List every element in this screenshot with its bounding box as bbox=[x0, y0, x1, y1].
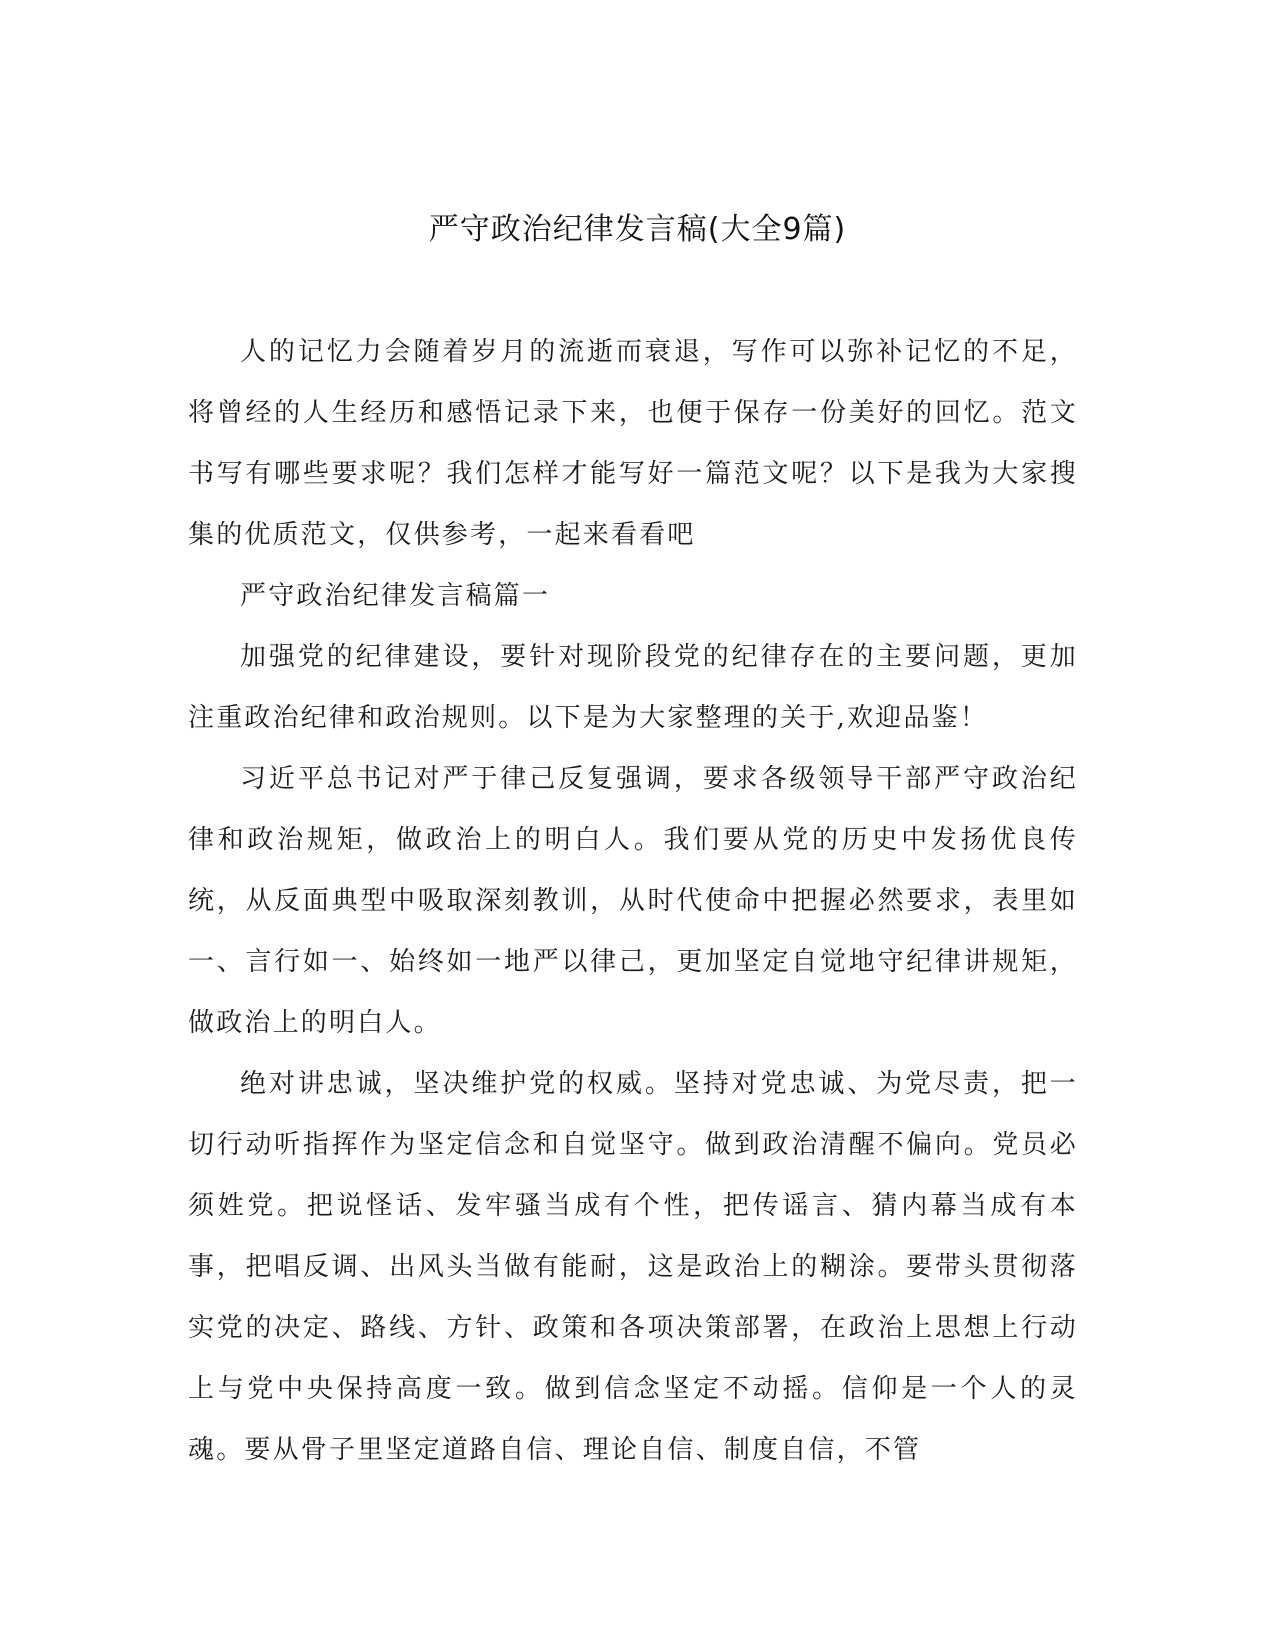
paragraph: 习近平总书记对严于律己反复强调，要求各级领导干部严守政治纪律和政治规矩，做政治上的明白人。我们要从党的历史中发扬优良传统，从反面典型中吸取深刻教训，从时代使命中把握必然要求，表里如一、言行如一、始终如一地严以律己，更加坚定自觉地守纪律讲规矩，做政治上的明白人。 bbox=[188, 764, 1078, 1038]
document-body bbox=[188, 322, 1078, 1481]
section-heading: 严守政治纪律发言稿篇一 bbox=[240, 581, 551, 611]
paragraph: 加强党的纪律建设，要针对现阶段党的纪律存在的主要问题，更加注重政治纪律和政治规则。以下是为大家整理的关于,欢迎品鉴！ bbox=[188, 642, 1078, 733]
document-title: 严守政治纪律发言稿(大全9篇) bbox=[428, 212, 847, 247]
paragraph: 绝对讲忠诚，坚决维护党的权威。坚持对党忠诚、为党尽责，把一切行动听指挥作为坚定信念和自觉坚守。做到政治清醒不偏向。党员必须姓党。把说怪话、发牢骚当成有个性，把传谣言、猜内幕当成有本事，把唱反调、出风头当做有能耐，这是政治上的糊涂。要带头贯彻落实党的决定、路线、方针、政策和各项决策部署，在政治上思想上行动上与党中央保持高度一致。做到信念坚定不动摇。信仰是一个人的灵魂。要从骨子里坚定道路自信、理论自信、制度自信，不管 bbox=[188, 1069, 1078, 1465]
paragraph-intro: 人的记忆力会随着岁月的流逝而衰退，写作可以弥补记忆的不足，将曾经的人生经历和感悟记录下来，也便于保存一份美好的回忆。范文书写有哪些要求呢？我们怎样才能写好一篇范文呢？以下是我为大家搜集的优质范文，仅供参考，一起来看看吧 bbox=[188, 337, 1078, 550]
